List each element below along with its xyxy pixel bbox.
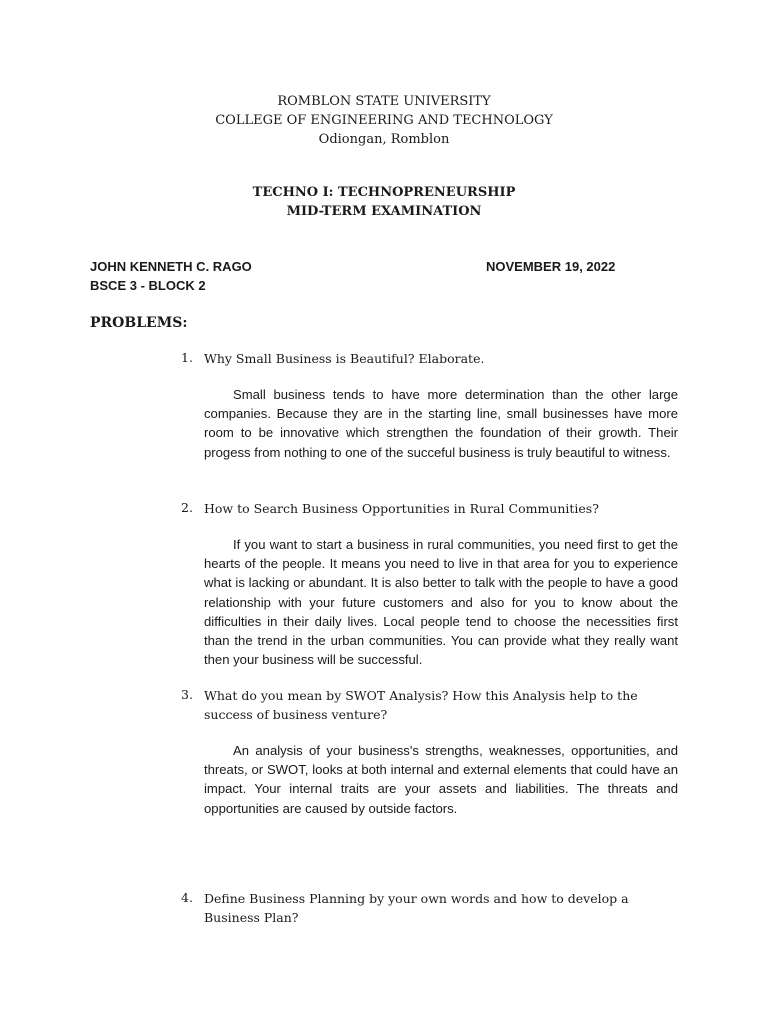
problem-question: How to Search Business Opportunities in Rural Communities? (204, 501, 599, 516)
college-name: COLLEGE OF ENGINEERING AND TECHNOLOGY (215, 113, 553, 128)
problem-question: Why Small Business is Beautiful? Elaborate. (204, 351, 485, 366)
problems-heading: PROBLEMS: (90, 315, 188, 331)
problem-question: Define Business Planning by your own words and how to develop a Business Plan? (204, 891, 629, 925)
problem-number: 4. (181, 890, 193, 905)
location: Odiongan, Romblon (318, 132, 450, 147)
exam-date: NOVEMBER 19, 2022 (486, 259, 616, 274)
university-name: ROMBLON STATE UNIVERSITY (277, 94, 491, 109)
student-name: JOHN KENNETH C. RAGO (90, 259, 252, 274)
exam-title: MID-TERM EXAMINATION (286, 204, 482, 219)
problem-question: What do you mean by SWOT Analysis? How this Analysis help to the success of business venture? (204, 688, 638, 722)
problem-number: 1. (181, 350, 193, 365)
problem-answer: An analysis of your business's strengths, weaknesses, opportunities, and threats, or SWOT, looks at both internal and external elements that could have an impact. Your internal traits are your assets and liabilities. The threats and opportunities are caused by outside factors. (204, 743, 678, 816)
problem-number: 3. (181, 687, 193, 702)
problem-number: 2. (181, 500, 193, 515)
problem-answer: Small business tends to have more determination than the other large companies. Because they are in the starting line, small businesses have more room to be innovative which strengthen the foundation of their growth. Their progess from nothing to one of the succeful business is truly beautiful to witness. (204, 387, 678, 460)
student-section: BSCE 3 - BLOCK 2 (90, 278, 206, 293)
course-title: TECHNO I: TECHNOPRENEURSHIP (252, 185, 516, 200)
problem-answer: If you want to start a business in rural communities, you need first to get the hearts of the people. It means you need to live in that area for you to experience what is lacking or abundant. It is also better to talk with the people to have a good relationship with your future customers and also for you to know about the difficulties in their daily lives. Local people tend to choose the necessities first than the trend in the urban communities. You can provide what they really want then your business will be successful. (204, 537, 678, 668)
